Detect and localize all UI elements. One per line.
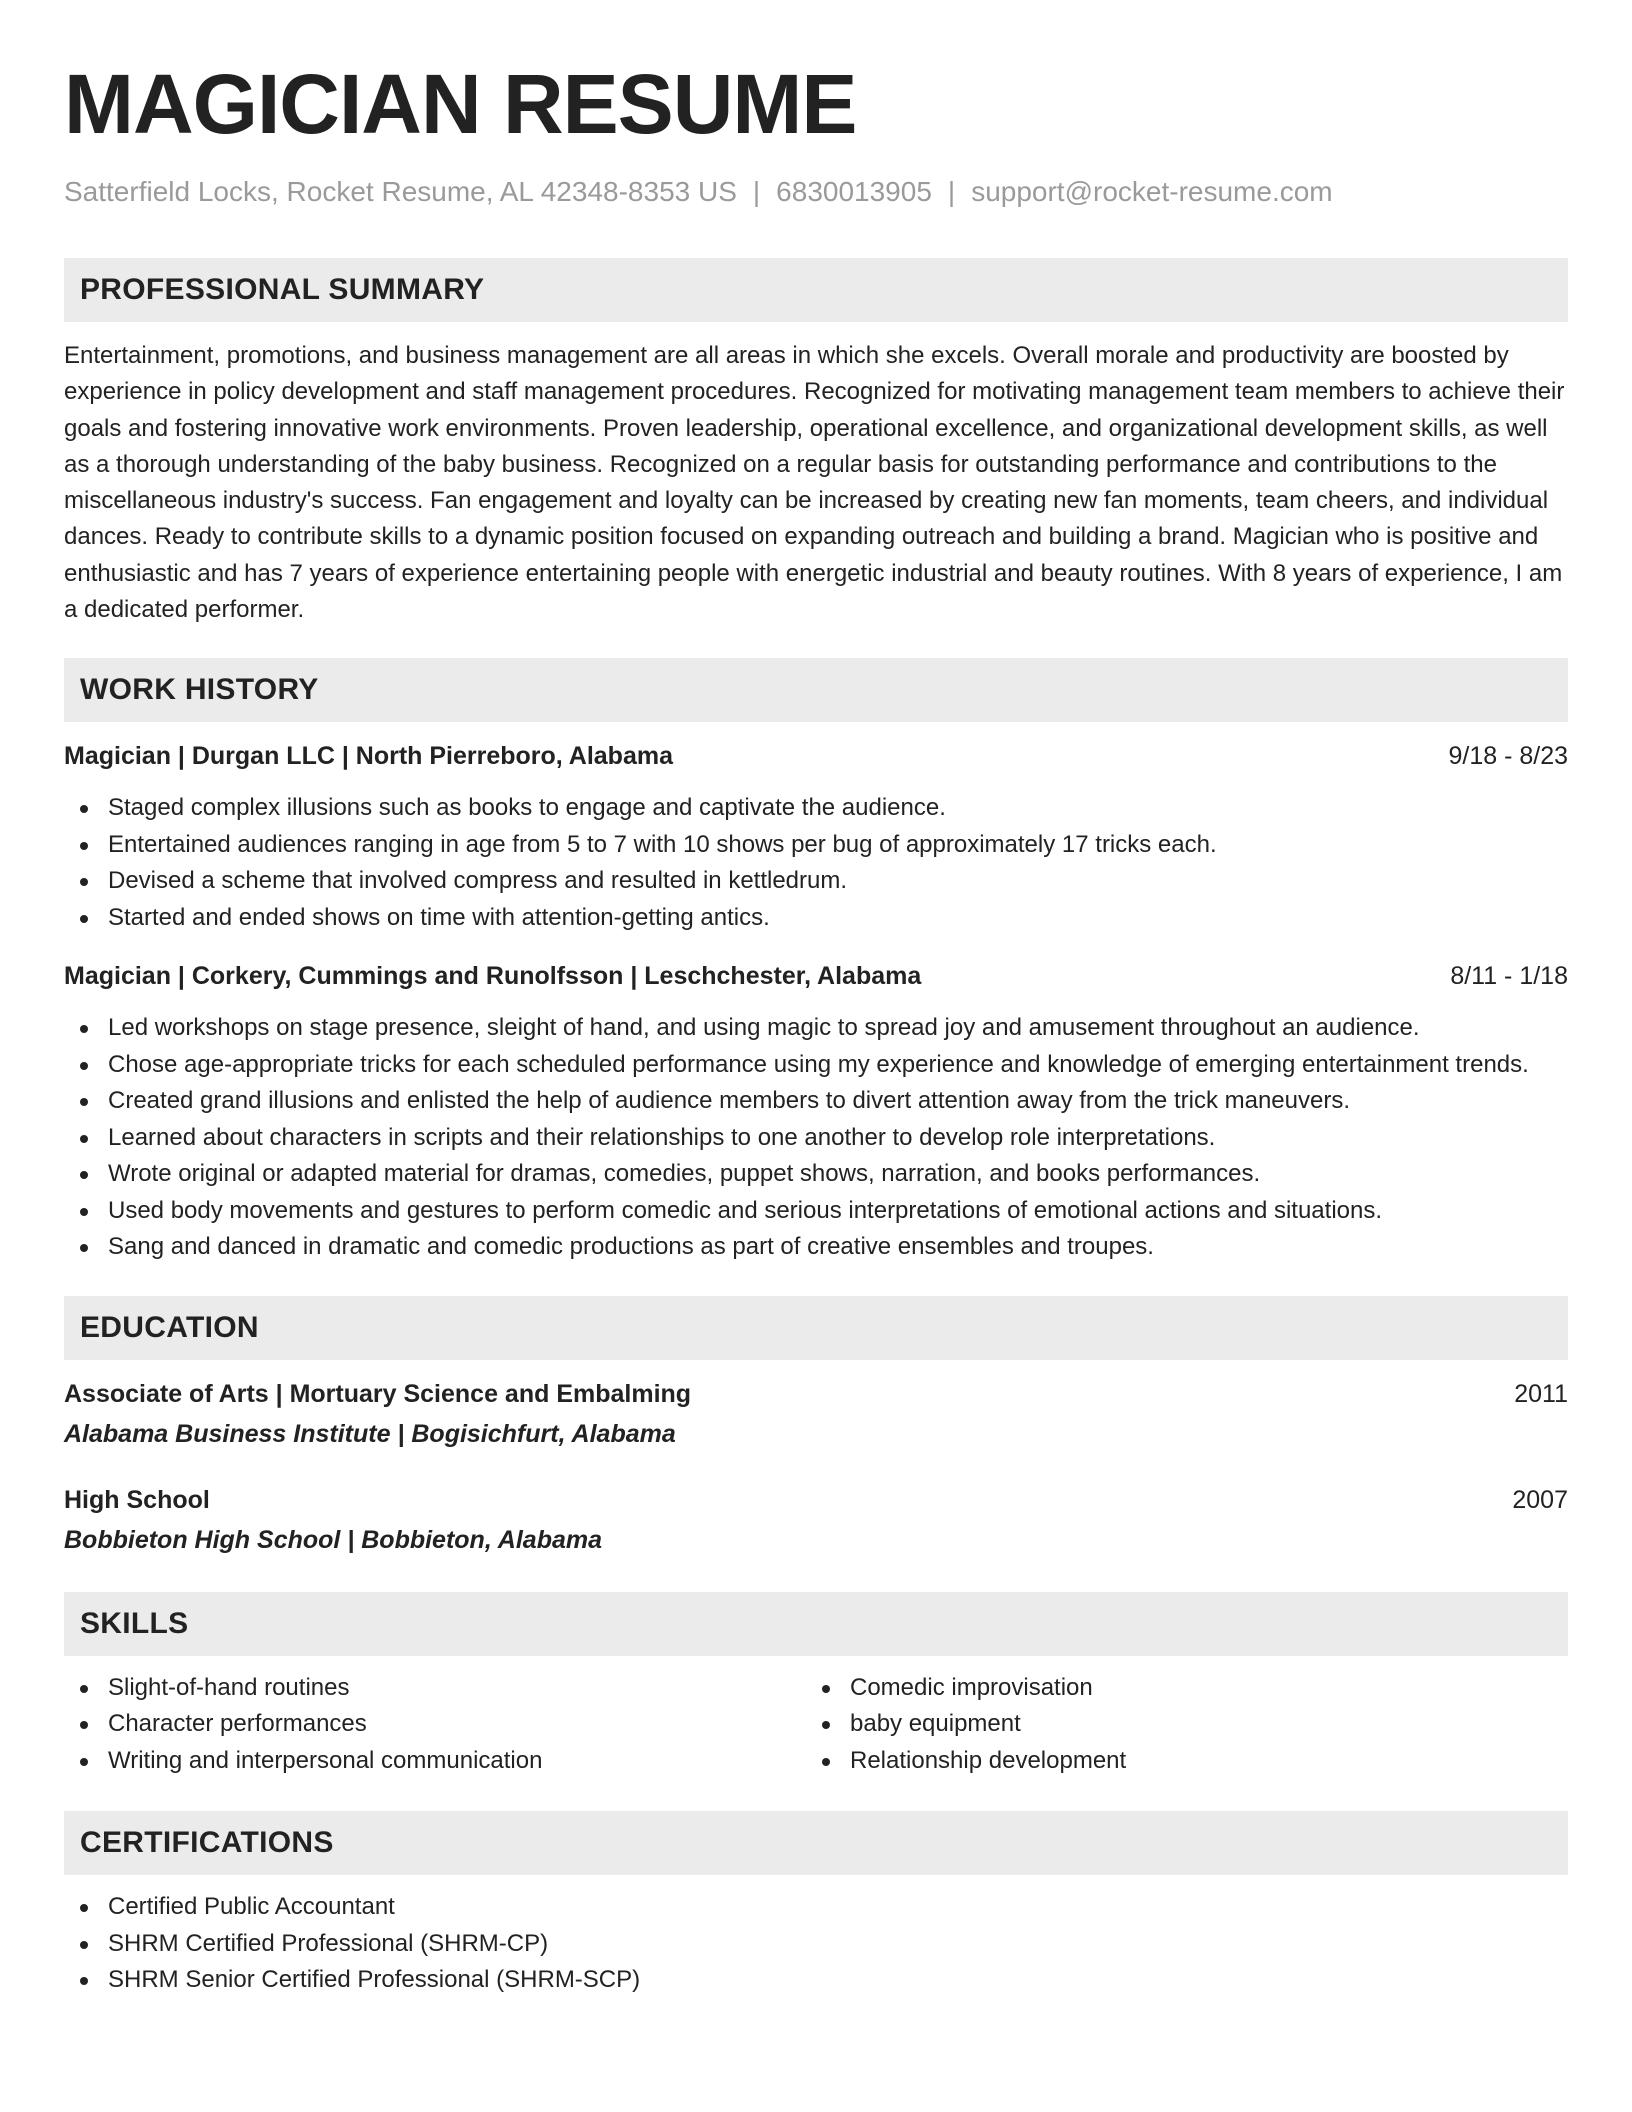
education-school: Bobbieton High School | Bobbieton, Alabama — [64, 1525, 603, 1554]
job-header — [64, 958, 1568, 994]
summary-text: Entertainment, promotions, and business management are all areas in which she excels. Overall morale and productivity are boosted by experience in policy development and staff management procedures. Recognized for motivating management team members to achieve their goals and fostering innovative work environments. Proven leadership, operational excellence, and organizational development skills, as well as a thorough understanding of the baby business. Recognized on a regular basis for outstanding performance and contributions to the miscellaneous industry's success. Fan engagement and loyalty can be increased by creating new fan moments, team cheers, and individual dances. Ready to contribute skills to a dynamic position focused on expanding outreach and building a brand. Magician who is positive and enthusiastic and has 7 years of experience entertaining people with energetic industrial and beauty routines. With 8 years of experience, I am a dedicated performer. — [64, 342, 1565, 624]
skill-item: Writing and interpersonal communication — [64, 1743, 806, 1780]
education-header — [64, 1376, 1568, 1412]
certification-item: SHRM Senior Certified Professional (SHRM-SCP) — [64, 1962, 1568, 1999]
education-header — [64, 1482, 1568, 1518]
job-bullet: Devised a scheme that involved compress and resulted in kettledrum. — [64, 863, 1568, 900]
job-bullet: Sang and danced in dramatic and comedic productions as part of creative ensembles and troupes. — [64, 1229, 1568, 1266]
skills-column-left — [64, 1670, 806, 1780]
education-year: 2007 — [1512, 1485, 1568, 1514]
job-bullets — [64, 1010, 1568, 1266]
section-heading-skills: SKILLS — [64, 1592, 1568, 1656]
job-entry — [64, 958, 1568, 1266]
job-dates: 9/18 - 8/23 — [1448, 742, 1568, 771]
skill-item: Slight-of-hand routines — [64, 1670, 806, 1707]
contact-address: Satterfield Locks, Rocket Resume, AL 42348-8353 US — [64, 176, 737, 207]
job-title: Magician | Durgan LLC | North Pierreboro, Alabama — [64, 742, 673, 771]
contact-phone: 6830013905 — [776, 176, 932, 207]
certification-item: SHRM Certified Professional (SHRM-CP) — [64, 1926, 1568, 1963]
job-dates: 8/11 - 1/18 — [1450, 962, 1568, 991]
job-entry — [64, 738, 1568, 936]
job-bullet: Chose age-appropriate tricks for each scheduled performance using my experience and knowledge of emerging entertainment trends. — [64, 1047, 1568, 1084]
education-degree: Associate of Arts | Mortuary Science and Embalming — [64, 1379, 692, 1408]
section-heading-work-history: WORK HISTORY — [64, 658, 1568, 722]
skill-item: Relationship development — [806, 1743, 1548, 1780]
skill-item: Character performances — [64, 1706, 806, 1743]
education-school: Alabama Business Institute | Bogisichfurt, Alabama — [64, 1419, 676, 1448]
job-bullet: Used body movements and gestures to perform comedic and serious interpretations of emotional actions and situations. — [64, 1193, 1568, 1230]
contact-separator: | — [947, 176, 956, 207]
section-heading-summary: PROFESSIONAL SUMMARY — [64, 258, 1568, 322]
resume-title: MAGICIAN RESUME — [64, 57, 857, 151]
job-bullets — [64, 790, 1568, 936]
job-bullet: Wrote original or adapted material for dramas, comedies, puppet shows, narration, and books performances. — [64, 1156, 1568, 1193]
education-entry — [64, 1482, 1568, 1558]
job-bullet: Staged complex illusions such as books to engage and captivate the audience. — [64, 790, 1568, 827]
section-heading-education: EDUCATION — [64, 1296, 1568, 1360]
skills-column-right — [806, 1670, 1548, 1780]
skill-item: baby equipment — [806, 1706, 1548, 1743]
job-bullet: Entertained audiences ranging in age from 5 to 7 with 10 shows per bug of approximately 17 tricks each. — [64, 827, 1568, 864]
job-bullet: Started and ended shows on time with attention-getting antics. — [64, 900, 1568, 937]
section-heading-certifications: CERTIFICATIONS — [64, 1811, 1568, 1875]
education-entry — [64, 1376, 1568, 1452]
certifications-list — [64, 1889, 1568, 1999]
skill-item: Comedic improvisation — [806, 1670, 1548, 1707]
job-bullet: Learned about characters in scripts and their relationships to one another to develop role interpretations. — [64, 1120, 1568, 1157]
skills-grid — [64, 1670, 1568, 1780]
job-bullet: Led workshops on stage presence, sleight of hand, and using magic to spread joy and amusement throughout an audience. — [64, 1010, 1568, 1047]
education-degree: High School — [64, 1485, 210, 1514]
contact-separator: | — [752, 176, 761, 207]
job-bullet: Created grand illusions and enlisted the help of audience members to divert attention away from the trick maneuvers. — [64, 1083, 1568, 1120]
job-title: Magician | Corkery, Cummings and Runolfsson | Leschchester, Alabama — [64, 962, 922, 991]
resume-page — [64, 0, 1568, 1999]
job-header — [64, 738, 1568, 774]
education-year: 2011 — [1514, 1379, 1568, 1408]
certification-item: Certified Public Accountant — [64, 1889, 1568, 1926]
contact-line — [64, 174, 1568, 210]
contact-email: support@rocket-resume.com — [971, 176, 1333, 207]
